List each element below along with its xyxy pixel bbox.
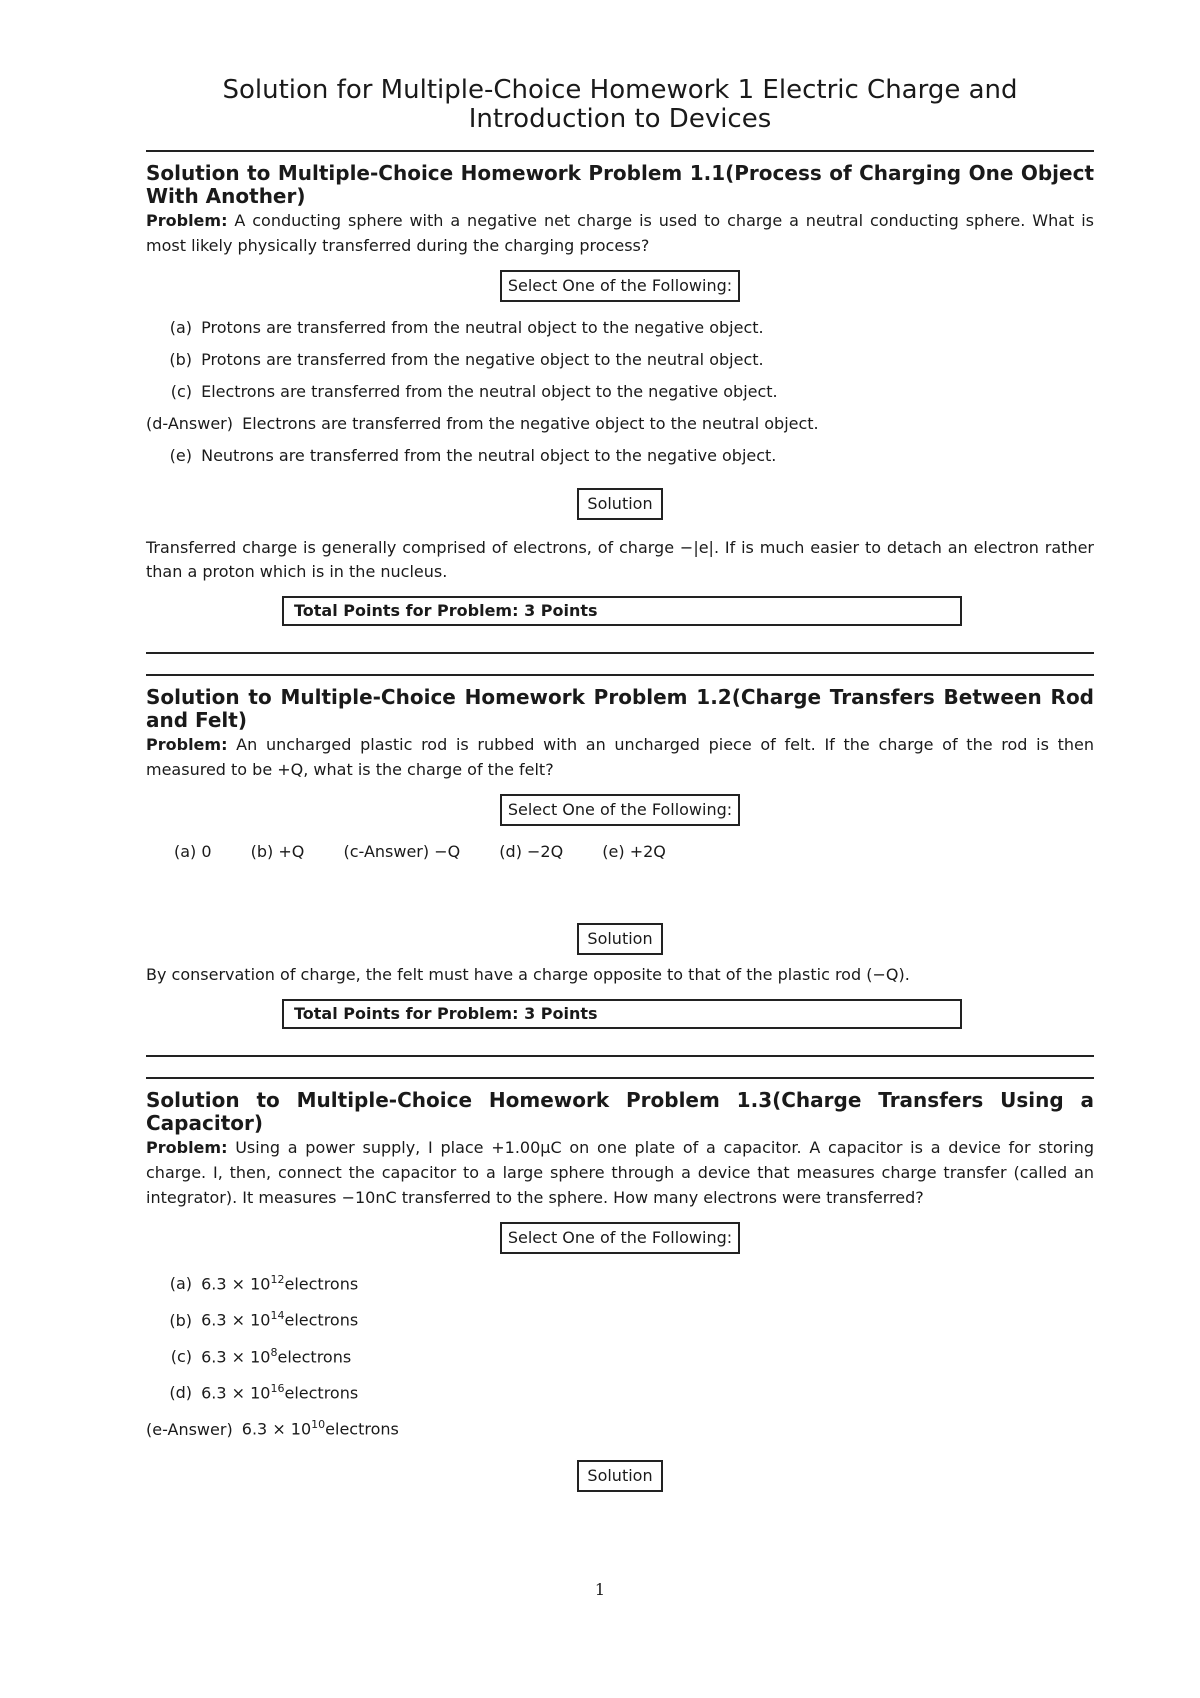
option-exponent: 12 bbox=[270, 1273, 285, 1286]
option-label: (d) bbox=[169, 1383, 192, 1403]
document-page bbox=[146, 76, 1094, 1492]
divider bbox=[146, 674, 1094, 676]
select-one-box: Select One of the Following: bbox=[500, 270, 740, 302]
option-item bbox=[146, 344, 1094, 376]
divider bbox=[146, 1055, 1094, 1057]
problem-text: An uncharged plastic rod is rubbed with an uncharged piece of felt. If the charge of the rod is then measured to be +Q, what is the charge of the felt? bbox=[146, 735, 1094, 779]
divider bbox=[146, 1077, 1094, 1079]
problem-1-2 bbox=[146, 686, 1094, 1029]
option-text: Protons are transferred from the negative object to the neutral object. bbox=[201, 350, 764, 369]
option-exponent: 14 bbox=[270, 1309, 285, 1323]
option-label: (a) bbox=[169, 318, 192, 337]
option-exponent: 16 bbox=[270, 1381, 285, 1395]
option-mantissa: 6.3 × 10 bbox=[201, 1310, 271, 1330]
option-unit: electrons bbox=[325, 1419, 399, 1439]
inline-options bbox=[146, 842, 1094, 861]
problem-1-1 bbox=[146, 162, 1094, 626]
solution-text: Transferred charge is generally comprised of electrons, of charge −|e|. If is much easier to detach an electron rather than a proton which is in the nucleus. bbox=[146, 538, 1094, 581]
problem-1-3 bbox=[146, 1089, 1094, 1492]
option-unit: electrons bbox=[284, 1310, 359, 1330]
option-mantissa: 6.3 × 10 bbox=[201, 1383, 271, 1403]
option-item: (a) 0 bbox=[174, 842, 212, 861]
option-mantissa: 6.3 × 10 bbox=[241, 1419, 312, 1439]
total-points-box: Total Points for Problem: 3 Points bbox=[282, 596, 962, 626]
problem-label: Problem: bbox=[146, 1138, 228, 1157]
option-label: (e) bbox=[169, 446, 192, 465]
option-item bbox=[146, 1409, 1094, 1445]
option-unit: electrons bbox=[284, 1383, 359, 1403]
solution-label-box: Solution bbox=[577, 923, 662, 955]
option-item bbox=[146, 312, 1094, 344]
option-text: Electrons are transferred from the neutral object to the negative object. bbox=[201, 382, 778, 401]
option-item bbox=[146, 1300, 1094, 1336]
option-exponent: 10 bbox=[311, 1418, 326, 1432]
option-label: (a) bbox=[169, 1274, 192, 1294]
section-heading: Solution to Multiple-Choice Homework Problem 1.1(Process of Charging One Object With Another) bbox=[146, 161, 1094, 208]
divider bbox=[146, 150, 1094, 152]
option-item bbox=[146, 1337, 1094, 1373]
problem-statement bbox=[146, 208, 1094, 258]
problem-text: Using a power supply, I place +1.00μC on one plate of a capacitor. A capacitor is a device for storing charge. I, then, connect the capacitor to a large sphere through a device that measures charge transfer (called an integrator). It measures −10nC transferred to the sphere. How many electrons were transferred? bbox=[146, 1138, 1094, 1207]
option-label: (d-Answer) bbox=[146, 414, 233, 433]
option-item bbox=[146, 376, 1094, 408]
options-list bbox=[146, 312, 1094, 472]
option-item bbox=[146, 440, 1094, 472]
divider bbox=[146, 652, 1094, 654]
solution-text: By conservation of charge, the felt must have a charge opposite to that of the plastic rod (−Q). bbox=[146, 965, 910, 984]
option-label: (c) bbox=[170, 1346, 192, 1366]
problem-statement bbox=[146, 732, 1094, 782]
option-mantissa: 6.3 × 10 bbox=[201, 1346, 271, 1366]
option-item: (c-Answer) −Q bbox=[343, 842, 461, 861]
problem-statement bbox=[146, 1135, 1094, 1210]
option-item bbox=[146, 1264, 1094, 1300]
option-item: (b) +Q bbox=[250, 842, 305, 861]
option-unit: electrons bbox=[277, 1346, 352, 1366]
option-label: (b) bbox=[169, 350, 192, 369]
section-heading: Solution to Multiple-Choice Homework Problem 1.3(Charge Transfers Using a Capacitor) bbox=[146, 1088, 1094, 1135]
option-text: Electrons are transferred from the negative object to the neutral object. bbox=[242, 414, 819, 433]
problem-text: A conducting sphere with a negative net charge is used to charge a neutral conducting sphere. What is most likely physically transferred during the charging process? bbox=[146, 211, 1094, 255]
option-item bbox=[146, 1373, 1094, 1409]
option-text: Neutrons are transferred from the neutral object to the negative object. bbox=[201, 446, 777, 465]
select-one-box: Select One of the Following: bbox=[500, 794, 740, 826]
option-label: (c) bbox=[170, 382, 192, 401]
option-text: Protons are transferred from the neutral object to the negative object. bbox=[201, 318, 764, 337]
select-one-box: Select One of the Following: bbox=[500, 1222, 740, 1254]
solution-label-box: Solution bbox=[577, 1460, 662, 1492]
option-unit: electrons bbox=[284, 1274, 359, 1294]
section-heading: Solution to Multiple-Choice Homework Problem 1.2(Charge Transfers Between Rod and Felt) bbox=[146, 685, 1094, 732]
problem-label: Problem: bbox=[146, 735, 228, 754]
document-title: Solution for Multiple-Choice Homework 1 Electric Charge and Introduction to Devices bbox=[222, 75, 1018, 134]
option-exponent: 8 bbox=[270, 1345, 278, 1359]
option-item: (e) +2Q bbox=[602, 842, 666, 861]
problem-label: Problem: bbox=[146, 211, 228, 230]
page-number: 1 bbox=[594, 1580, 606, 1599]
option-label: (e-Answer) bbox=[146, 1419, 233, 1439]
option-item bbox=[146, 408, 1094, 440]
option-item: (d) −2Q bbox=[499, 842, 564, 861]
solution-label-box: Solution bbox=[577, 488, 662, 520]
options-list bbox=[146, 1264, 1094, 1446]
total-points-box: Total Points for Problem: 3 Points bbox=[282, 999, 962, 1029]
option-mantissa: 6.3 × 10 bbox=[201, 1274, 271, 1294]
option-label: (b) bbox=[169, 1310, 192, 1330]
